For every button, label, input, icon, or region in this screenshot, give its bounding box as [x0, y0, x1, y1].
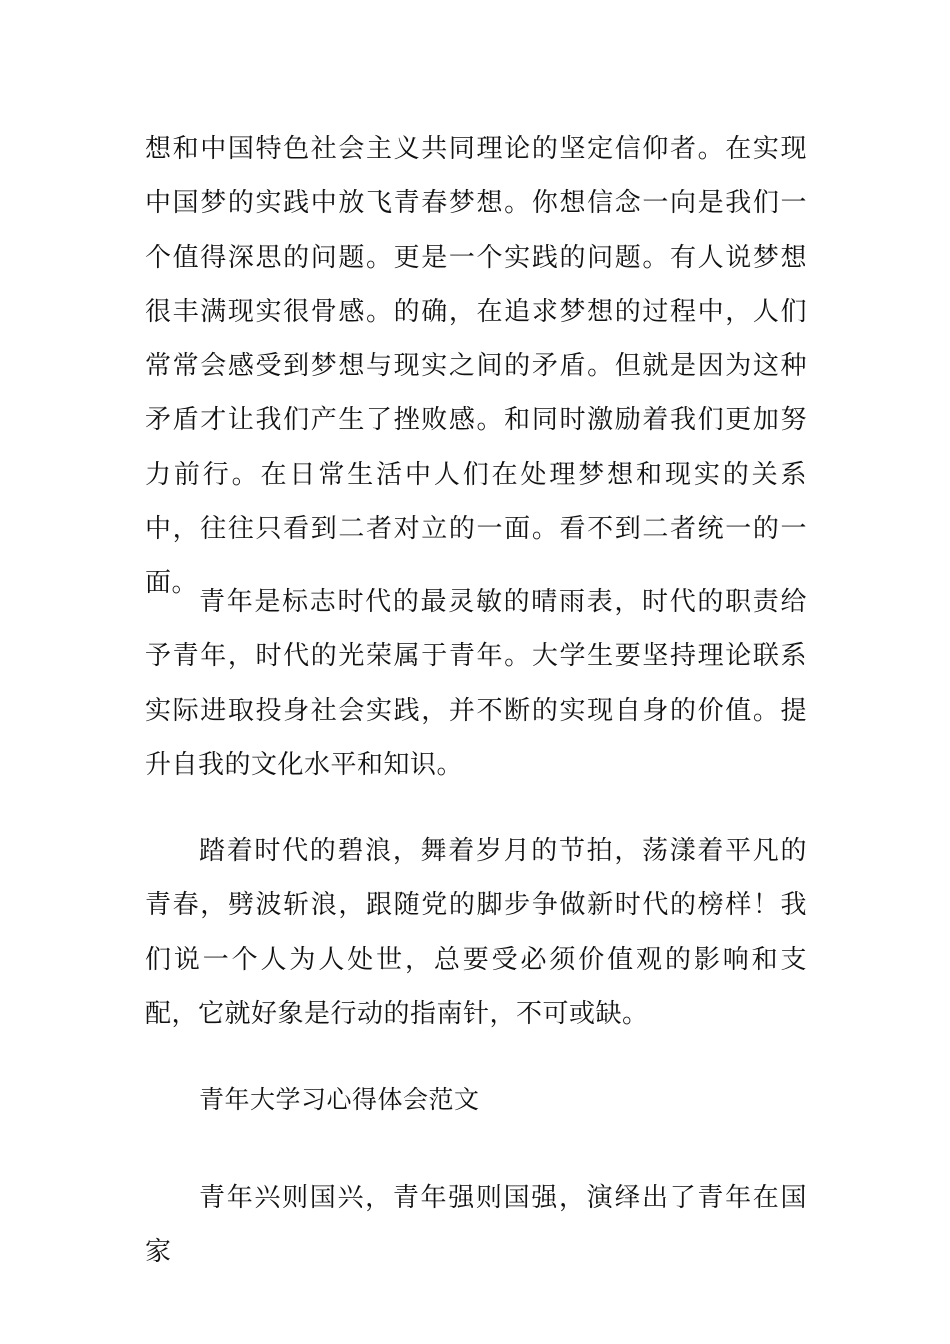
paragraph-era-waves: 踏着时代的碧浪，舞着岁月的节拍，荡漾着平凡的青春，劈波斩浪，跟随党的脚步争做新时代的榜样！我们说一个人为人处世，总要受必须价值观的影响和支配，它就好象是行动的指南针，不可或缺。 [145, 836, 807, 1029]
paragraph-youth-barometer: 青年是标志时代的最灵敏的晴雨表，时代的职责给予青年，时代的光荣属于青年。大学生要坚持理论联系实际进取投身社会实践，并不断的实现自身的价值。提升自我的文化水平和知识。 [145, 587, 807, 780]
paragraph-continued: 想和中国特色社会主义共同理论的坚定信仰者。在实现中国梦的实践中放飞青春梦想。你想信念一向是我们一个值得深思的问题。更是一个实践的问题。有人说梦想很丰满现实很骨感。的确，在追求梦想的过程中，人们常常会感受到梦想与现实之间的矛盾。但就是因为这种矛盾才让我们产生了挫败感。和同时激励着我们更加努力前行。在日常生活中人们在处理梦想和现实的关系中，往往只看到二者对立的一面。看不到二者统一的一面。 [145, 134, 807, 599]
paragraph-youth-nation: 青年兴则国兴，青年强则国强，演绎出了青年在国家 [145, 1183, 807, 1268]
section-heading: 青年大学习心得体会范文 [199, 1085, 480, 1114]
